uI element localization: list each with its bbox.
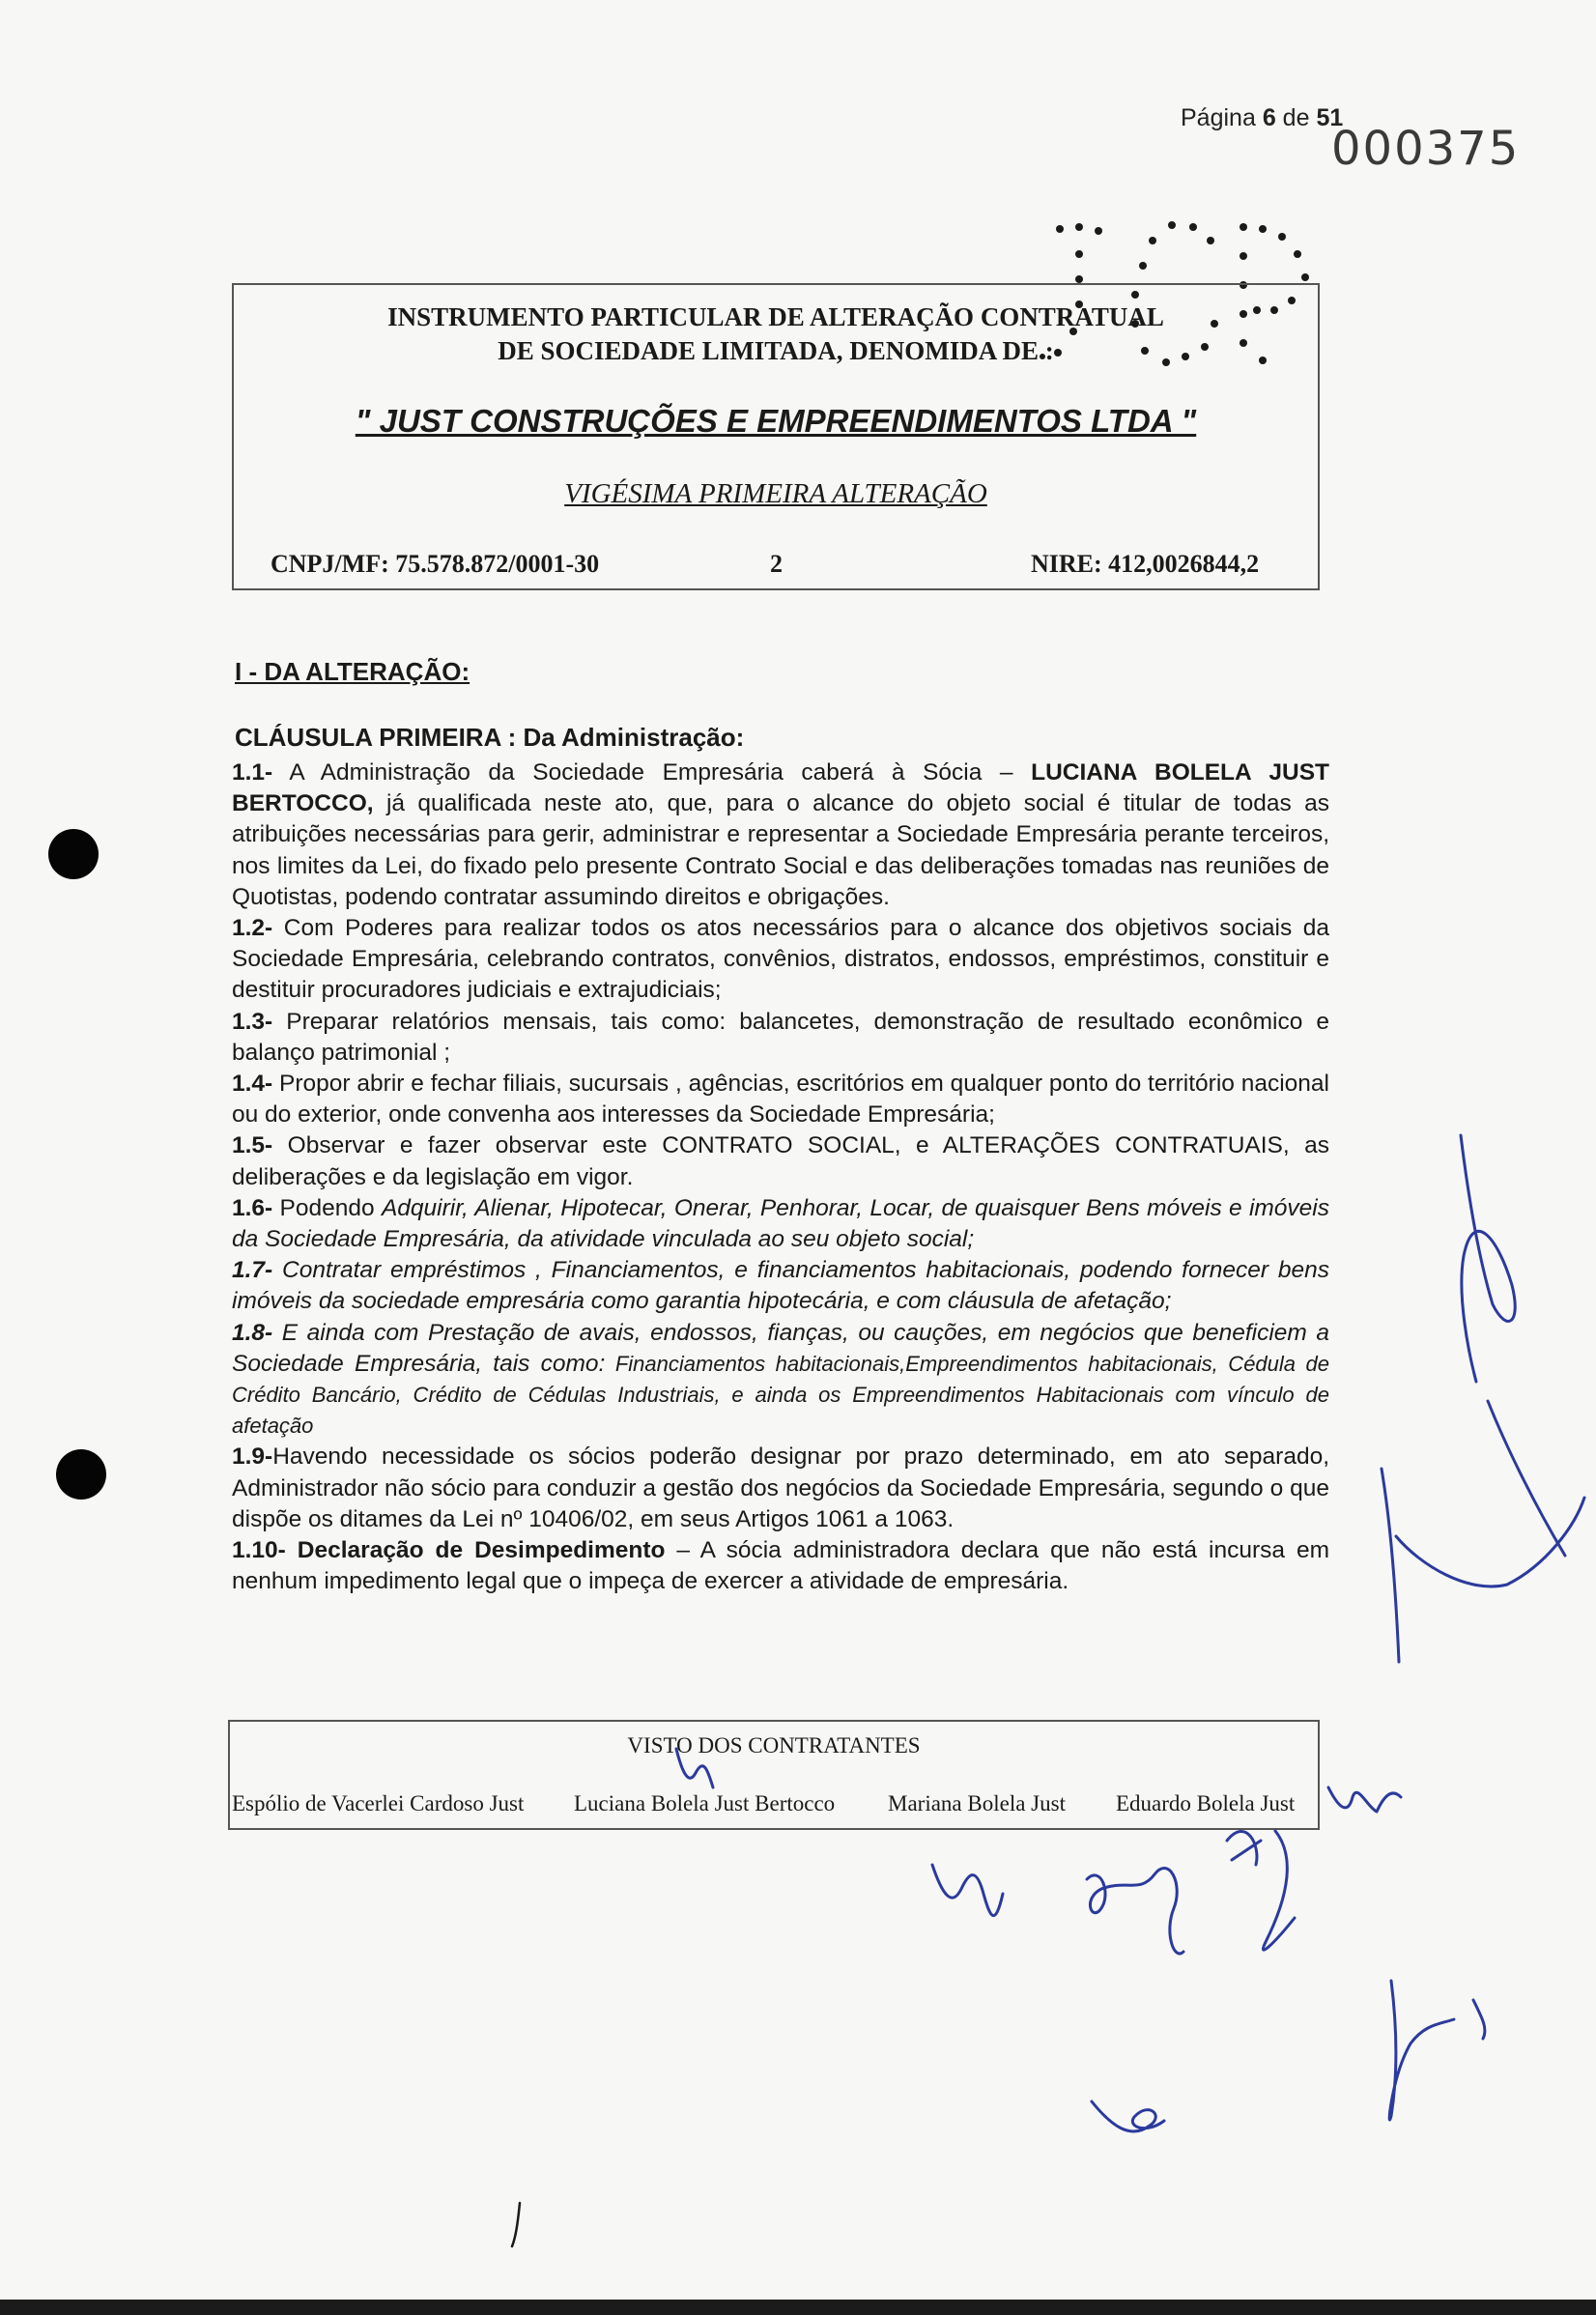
initials-mark bbox=[1227, 1831, 1295, 1950]
item-number: 1.10- bbox=[232, 1537, 286, 1564]
initials-mark bbox=[1389, 1981, 1485, 2120]
section-heading: I - DA ALTERAÇÃO: bbox=[235, 657, 470, 686]
item-text: E ainda com Prestação de avais, endossos, fianças, ou cauções, em negócios que beneficiem a Sociedade Empresária, tais como: bbox=[232, 1319, 1329, 1377]
page-total: 51 bbox=[1316, 104, 1344, 131]
item-text: Contratar empréstimos , Financiamentos, e financiamentos habitacionais, podendo fornecer bens imóveis da sociedade empresária como garantia hipotecária, e com cláusula de afetação; bbox=[232, 1257, 1329, 1315]
administrator-name: LUCIANA BOLELA JUST BERTOCCO, bbox=[232, 759, 1329, 817]
amendment-title: VIGÉSIMA PRIMEIRA ALTERAÇÃO bbox=[564, 478, 987, 509]
company-name-text: " JUST CONSTRUÇÕES E EMPREENDIMENTOS LTDA " bbox=[355, 403, 1197, 439]
item-text: Observar e fazer observar este CONTRATO SOCIAL, e ALTERAÇÕES CONTRATUAIS, as deliberações e da legislação em vigor. bbox=[232, 1132, 1329, 1190]
clause-label: CLÁUSULA PRIMEIRA bbox=[235, 723, 501, 752]
signature-caption: VISTO DOS CONTRATANTES bbox=[627, 1733, 921, 1758]
margin-signature-2 bbox=[1382, 1401, 1584, 1662]
title-line-1: INSTRUMENTO PARTICULAR DE ALTERAÇÃO CONTRATUAL bbox=[387, 302, 1164, 331]
margin-signature-1 bbox=[1461, 1135, 1515, 1382]
initials-mark bbox=[676, 1749, 713, 1787]
pen-mark bbox=[512, 2203, 520, 2246]
item-number: 1.4- bbox=[232, 1071, 273, 1098]
item-number: 1.3- bbox=[232, 1008, 273, 1035]
signatory-name: Mariana Bolela Just bbox=[888, 1791, 1066, 1815]
stamp-number: 000375 bbox=[1331, 122, 1521, 176]
item-text-small: Financiamentos habitacionais,Empreendimentos habitacionais, Cédula de Crédito Bancário, Crédito de Cédulas Industriais, e ainda os Empreendimentos Habitacionais com vínculo de afetação bbox=[232, 1351, 1330, 1439]
item-text: Havendo necessidade os sócios poderão designar por prazo determinado, em ato separado, Administrador não sócio para conduzir a gestão dos negócios da Sociedade Empresária, segundo o que dispõe os ditames da Lei nº 10406/02, em seus Artigos 1061 a 1063. bbox=[232, 1443, 1329, 1532]
item-text: já qualificada neste ato, que, para o alcance do objeto social é titular de todas as atribuições necessárias para gerir, administrar e representar a Sociedade Empresária perante terceiros, nos limites da Lei, do fixado pelo presente Contrato Social e das deliberações tomadas nas reuniões de Quotistas, podendo contratar assumindo direitos e obrigações. bbox=[232, 790, 1329, 910]
initials-mark bbox=[932, 1865, 1003, 1916]
item-number: 1.5- bbox=[232, 1132, 273, 1159]
page-current: 6 bbox=[1262, 104, 1276, 131]
item-text: Propor abrir e fechar filiais, sucursais , agências, escritórios em qualquer ponto do território nacional ou do exterior, onde convenha aos interesses da Sociedade Empresária; bbox=[232, 1071, 1329, 1129]
signatory-name: Luciana Bolela Just Bertocco bbox=[574, 1791, 836, 1815]
scan-bottom-edge bbox=[0, 2300, 1596, 2315]
item-number: 1.6- bbox=[232, 1194, 273, 1221]
item-text: – A sócia administradora declara que não está incursa em nenhum impedimento legal que o impeça de exercer a atividade de empresária. bbox=[232, 1537, 1329, 1595]
cnpj: CNPJ/MF: 75.578.872/0001-30 bbox=[271, 550, 600, 578]
item-number: 1.9- bbox=[232, 1443, 273, 1471]
item-text: Podendo bbox=[272, 1194, 382, 1221]
signatory-name: Eduardo Bolela Just bbox=[1116, 1791, 1296, 1815]
box-number: 2 bbox=[770, 550, 783, 578]
page-label: Página bbox=[1181, 104, 1256, 131]
item-number: 1.8- bbox=[232, 1319, 273, 1346]
initials-mark bbox=[1087, 1868, 1183, 1954]
item-text-italic: Adquirir, Alienar, Hipotecar, Onerar, Penhorar, Locar, de quaisquer Bens móveis e imóveis da Sociedade Empresária, da atividade vinculada ao seu objeto social; bbox=[232, 1194, 1329, 1253]
item-text: Com Poderes para realizar todos os atos necessários para o alcance dos objetivos sociais da Sociedade Empresária, celebrando contratos, convênios, distratos, endossos, empréstimos, constituir e destituir procuradores judiciais e extrajudiciais; bbox=[232, 915, 1329, 1004]
nire: NIRE: 412,0026844,2 bbox=[1031, 550, 1260, 578]
initials-mark bbox=[1328, 1787, 1401, 1812]
item-number: 1.7- bbox=[232, 1257, 273, 1284]
item-bold-title: Declaração de Desimpedimento bbox=[285, 1537, 666, 1564]
title-line-2: DE SOCIEDADE LIMITADA, DENOMIDA DE : bbox=[498, 336, 1054, 365]
item-number: 1.1- bbox=[232, 759, 273, 786]
initials-mark bbox=[1092, 2101, 1164, 2131]
page-of: de bbox=[1282, 104, 1310, 131]
clause-title: : Da Administração: bbox=[507, 723, 745, 752]
item-number: 1.2- bbox=[232, 915, 273, 942]
signatory-name: Espólio de Vacerlei Cardoso Just bbox=[232, 1791, 525, 1815]
item-text: Preparar relatórios mensais, tais como: balancetes, demonstração de resultado econômico e balanço patrimonial ; bbox=[232, 1008, 1329, 1066]
item-text: A Administração da Sociedade Empresária caberá à Sócia – bbox=[272, 759, 1032, 786]
